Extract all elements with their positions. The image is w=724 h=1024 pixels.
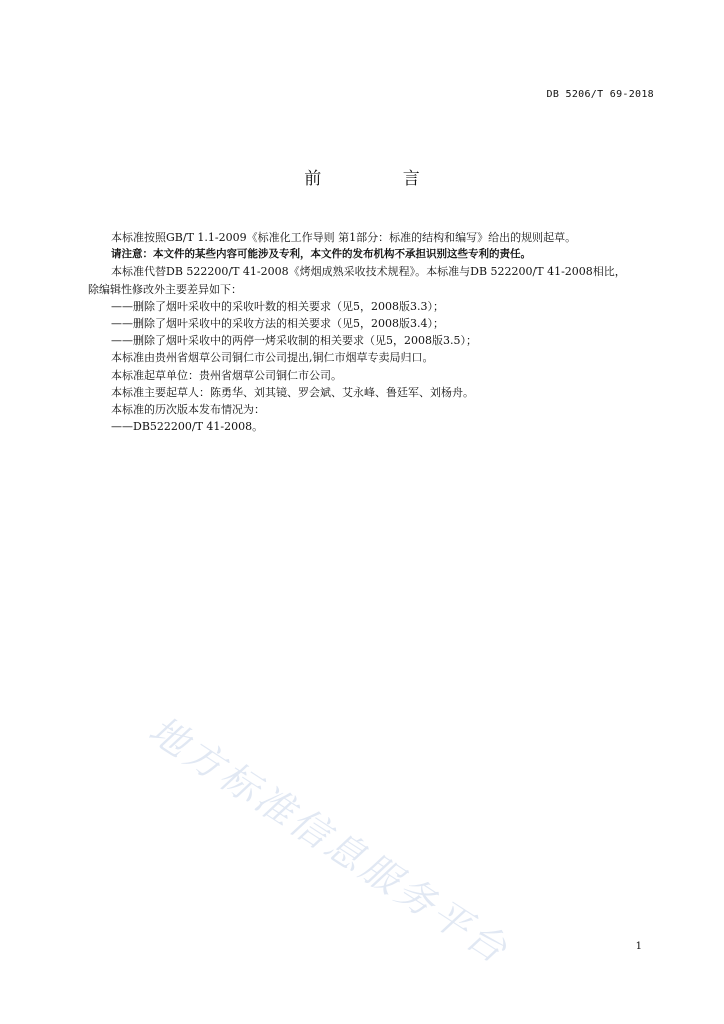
section-title: 前 言	[304, 169, 458, 189]
paragraph-proposer: 本标准由贵州省烟草公司铜仁市公司提出,铜仁市烟草专卖局归口。	[111, 351, 434, 365]
paragraph-drafting-unit: 本标准起草单位：贵州省烟草公司铜仁市公司。	[111, 368, 342, 382]
list-item-history-1: ——DB522200/T 41-2008。	[111, 420, 264, 434]
paragraph-patent-notice: 请注意：本文件的某些内容可能涉及专利，本文件的发布机构不承担识别这些专利的责任。	[111, 248, 531, 261]
paragraph-differences-intro: 除编辑性修改外主要差异如下：	[88, 282, 242, 296]
paragraph-drafting-rules: 本标准按照GB/T 1.1-2009《标准化工作导则 第1部分：标准的结构和编写》给出的规则起草。	[111, 231, 577, 244]
paragraph-replacement: 本标准代替DB 522200/T 41-2008《烤烟成熟采收技术规程》。本标准与DB 522200/T 41-2008相比，	[111, 265, 626, 279]
list-item-difference-2: ——删除了烟叶采收中的采收方法的相关要求（见5，2008版3.4）；	[111, 317, 444, 331]
document-code: DB 5206/T 69-2018	[546, 89, 654, 100]
page-number: 1	[635, 941, 642, 952]
list-item-difference-3: ——删除了烟叶采收中的两停一烤采收制的相关要求（见5，2008版3.5）；	[111, 334, 477, 348]
foreword-body	[88, 229, 658, 435]
paragraph-drafters: 本标准主要起草人：陈勇华、刘其镜、罗会斌、艾永峰、鲁廷军、刘杨舟。	[111, 385, 474, 399]
paragraph-history-intro: 本标准的历次版本发布情况为：	[111, 403, 265, 417]
watermark: 地方标准信息服务平台	[141, 707, 518, 974]
list-item-difference-1: ——删除了烟叶采收中的采收叶数的相关要求（见5，2008版3.3）；	[111, 299, 444, 313]
